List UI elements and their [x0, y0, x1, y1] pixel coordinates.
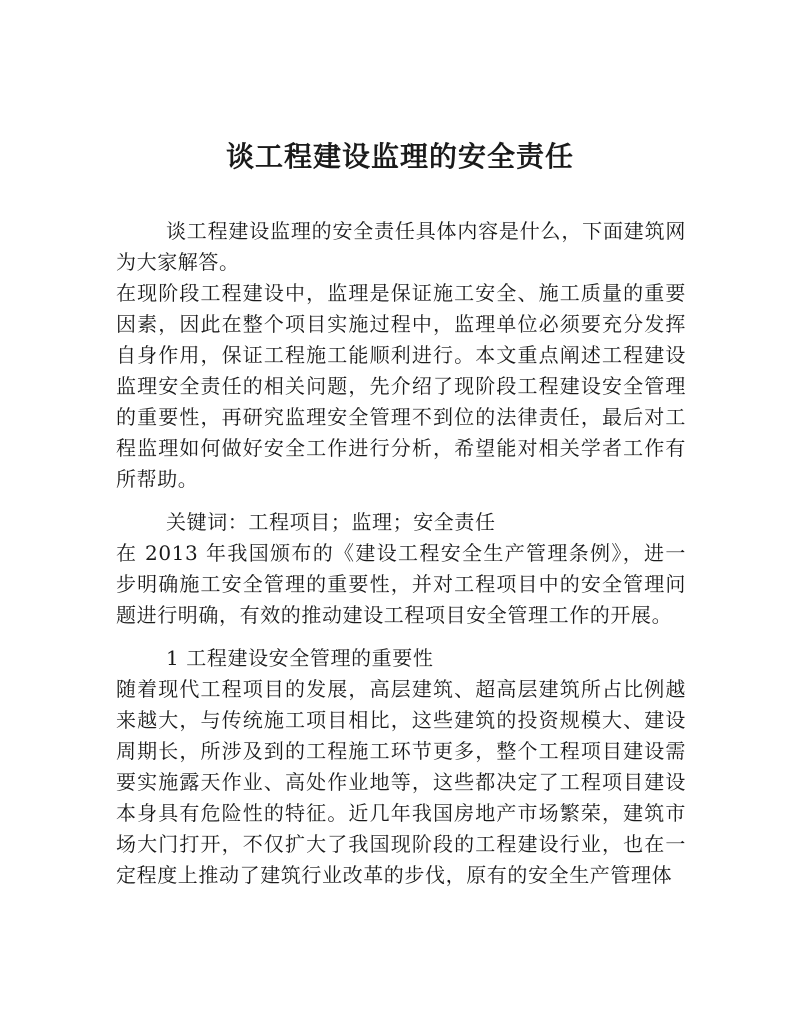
section-heading: 1 工程建设安全管理的重要性: [166, 646, 434, 670]
document-title: 谈工程建设监理的安全责任: [225, 140, 574, 173]
section-body-paragraph: 随着现代工程项目的发展，高层建筑、超高层建筑所占比例越来越大，与传统施工项目相比，这些建筑的投资规模大、建设周期长，所涉及到的工程施工环节更多，整个工程项目建设需要实施露天作业、高处作业地等，这些都决定了工程项目建设本身具有危险性的特征。近几年我国房地产市场繁荣，建筑市场大门打开，不仅扩大了我国现阶段的工程建设行业，也在一定程度上推动了建筑行业改革的步伐，原有的安全生产管理体: [116, 677, 686, 887]
document-body: [116, 216, 686, 891]
abstract-paragraph: 在现阶段工程建设中，监理是保证施工安全、施工质量的重要因素，因此在整个项目实施过程中，监理单位必须要充分发挥自身作用，保证工程施工能顺利进行。本文重点阐述工程建设监理安全责任的相关问题，先介绍了现阶段工程建设安全管理的重要性，再研究监理安全管理不到位的法律责任，最后对工程监理如何做好安全工作进行分析，希望能对相关学者工作有所帮助。: [116, 281, 686, 491]
intro-paragraph: 谈工程建设监理的安全责任具体内容是什么，下面建筑网为大家解答。: [116, 219, 686, 274]
keywords-line: 关键词：工程项目；监理；安全责任: [166, 510, 496, 534]
regulation-paragraph: 在 2013 年我国颁布的《建设工程安全生产管理条例》，进一步明确施工安全管理的重要性，并对工程项目中的安全管理问题进行明确，有效的推动建设工程项目安全管理工作的开展。: [116, 541, 686, 627]
